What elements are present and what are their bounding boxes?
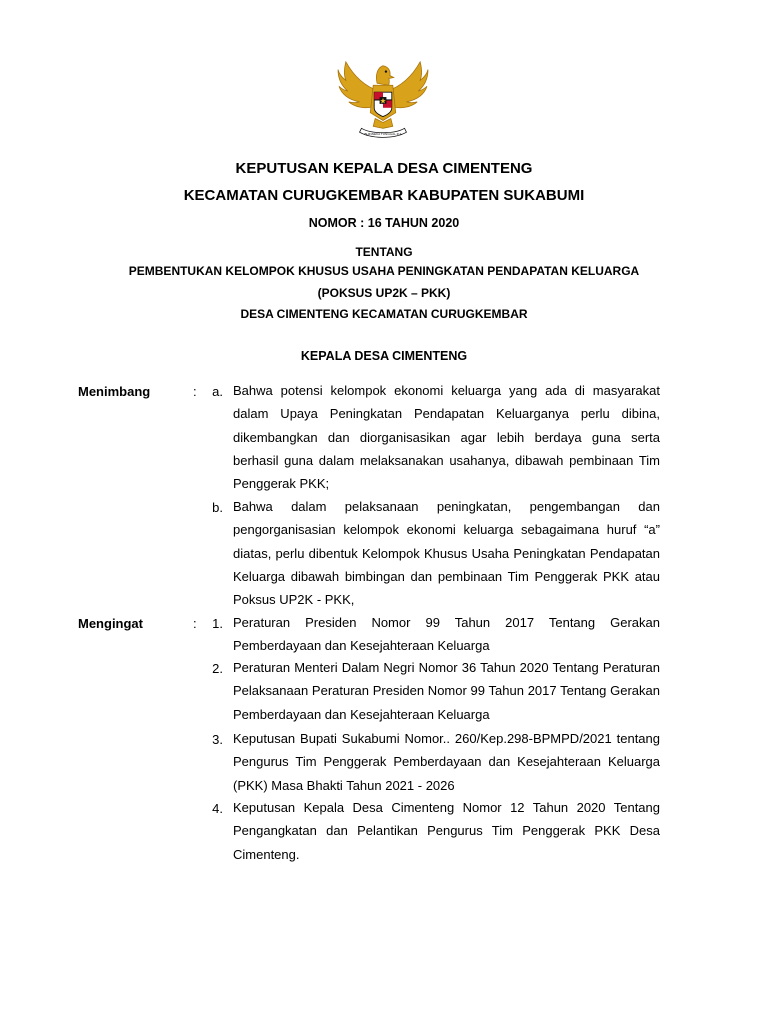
- shield-icon: [374, 92, 392, 116]
- mengingat-item-4: Keputusan Kepala Desa Cimenteng Nomor 12 Tahun 2020 Tentang Pengangkatan dan Pelantikan Pengurus Tim Penggerak PKK Desa Cimenteng.: [233, 800, 660, 862]
- tentang-heading: TENTANG: [355, 245, 413, 259]
- mengingat-marker-1: 1.: [212, 616, 223, 631]
- head: [376, 66, 393, 86]
- decree-number: NOMOR : 16 TAHUN 2020: [308, 216, 460, 230]
- menimbang-marker-b: b.: [212, 500, 223, 515]
- menimbang-item-b: Bahwa dalam pelaksanaan peningkatan, pengembangan dan pengorganisasian kelompok ekonomi keluarga sebagaimana huruf “a” diatas, perlu dibentuk Kelompok Khusus Usaha Peningkatan Pendapatan Keluarga dibawah bimbingan dan pembinaan Tim Penggerak PKK atau Poksus UP2K - PKK,: [233, 499, 660, 608]
- mengingat-marker-3: 3.: [212, 732, 223, 747]
- subject-line3: DESA CIMENTENG KECAMATAN CURUGKEMBAR: [240, 307, 528, 321]
- menimbang-marker-a: a.: [212, 384, 223, 399]
- official-heading: KEPALA DESA CIMENTENG: [300, 349, 468, 363]
- mengingat-marker-2: 2.: [212, 661, 223, 676]
- garuda-pancasila-emblem: [334, 54, 432, 142]
- menimbang-colon: :: [193, 384, 197, 399]
- subject-line1: PEMBENTUKAN KELOMPOK KHUSUS USAHA PENINGKATAN PENDAPATAN KELUARGA: [128, 264, 640, 278]
- subject-line2: (POKSUS UP2K – PKK): [317, 286, 451, 300]
- menimbang-item-a: Bahwa potensi kelompok ekonomi keluarga yang ada di masyarakat dalam Upaya Peningkatan Pendapatan Keluarganya perlu dibina, dikembangkan dan diorganisasikan agar lebih berdaya guna serta berhasil guna dalam melaksanakan usahanya, dibawah pembinaan Tim Penggerak PKK;: [233, 383, 660, 492]
- mengingat-colon: :: [193, 616, 197, 631]
- mengingat-item-2: Peraturan Menteri Dalam Negri Nomor 36 Tahun 2020 Tentang Peraturan Pelaksanaan Peraturan Presiden Nomor 99 Tahun 2017 Tentang Gerakan Pemberdayaan dan Kesejahteraan Keluarga: [233, 660, 660, 722]
- motto-text: BHINNEKA TUNGGAL IKA: [364, 132, 402, 137]
- menimbang-label: Menimbang: [78, 384, 151, 399]
- mengingat-label: Mengingat: [78, 616, 143, 631]
- mengingat-marker-4: 4.: [212, 801, 223, 816]
- decree-title-line2: KECAMATAN CURUGKEMBAR KABUPATEN SUKABUMI: [183, 187, 585, 204]
- mengingat-item-3: Keputusan Bupati Sukabumi Nomor.. 260/Kep.298-BPMPD/2021 tentang Pengurus Tim Penggerak Pemberdayaan dan Kesejahteraan Keluarga (PKK) Masa Bhakti Tahun 2021 - 2026: [233, 731, 660, 793]
- mengingat-item-1: Peraturan Presiden Nomor 99 Tahun 2017 Tentang Gerakan Pemberdayaan dan Kesejahteraan Keluarga: [233, 615, 660, 654]
- decree-title-line1: KEPUTUSAN KEPALA DESA CIMENTENG: [235, 160, 533, 177]
